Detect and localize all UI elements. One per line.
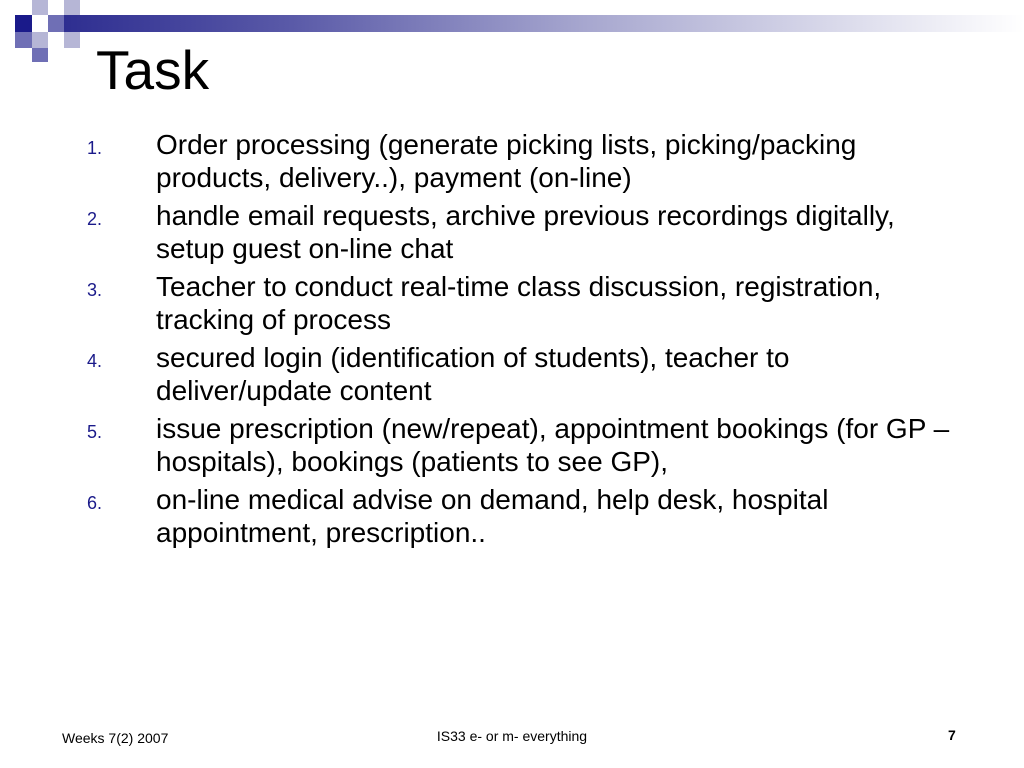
list-item-text: issue prescription (new/repeat), appointment bookings (for GP – hospitals), bookings (patients to see GP), — [156, 413, 950, 477]
list-item-number: 2. — [87, 209, 103, 229]
list-item — [80, 128, 960, 194]
list-item-number: 1. — [87, 138, 103, 158]
decorative-square — [64, 32, 80, 48]
list-item-number: 4. — [87, 351, 103, 371]
list-item-text: secured login (identification of students), teacher to deliver/update content — [156, 342, 790, 406]
decorative-square — [32, 32, 48, 48]
footer-date: Weeks 7(2) 2007 — [62, 730, 169, 746]
list-item — [80, 341, 960, 407]
slide-title: Task — [96, 39, 210, 101]
decorative-square — [15, 15, 32, 32]
task-list — [80, 128, 960, 554]
list-item-number: 5. — [87, 422, 103, 442]
list-item-text: on-line medical advise on demand, help desk, hospital appointment, prescription.. — [156, 484, 829, 548]
list-item-text: Order processing (generate picking lists, picking/packing products, delivery..), payment (on-line) — [156, 129, 857, 193]
footer-course-title: IS33 e- or m- everything — [436, 728, 588, 744]
decorative-square — [15, 32, 32, 48]
list-item — [80, 483, 960, 549]
list-item — [80, 270, 960, 336]
decorative-square — [32, 0, 48, 15]
header-gradient-bar — [48, 15, 1024, 32]
list-item-text: Teacher to conduct real-time class discussion, registration, tracking of process — [156, 271, 882, 335]
list-item — [80, 412, 960, 478]
page-number: 7 — [948, 727, 956, 743]
list-item-text: handle email requests, archive previous recordings digitally, setup guest on-line chat — [156, 200, 895, 264]
list-item-number: 6. — [87, 493, 103, 513]
list-item-number: 3. — [87, 280, 103, 300]
decorative-square — [64, 0, 80, 15]
decorative-square — [32, 48, 48, 62]
list-item — [80, 199, 960, 265]
decorative-square — [48, 15, 64, 32]
